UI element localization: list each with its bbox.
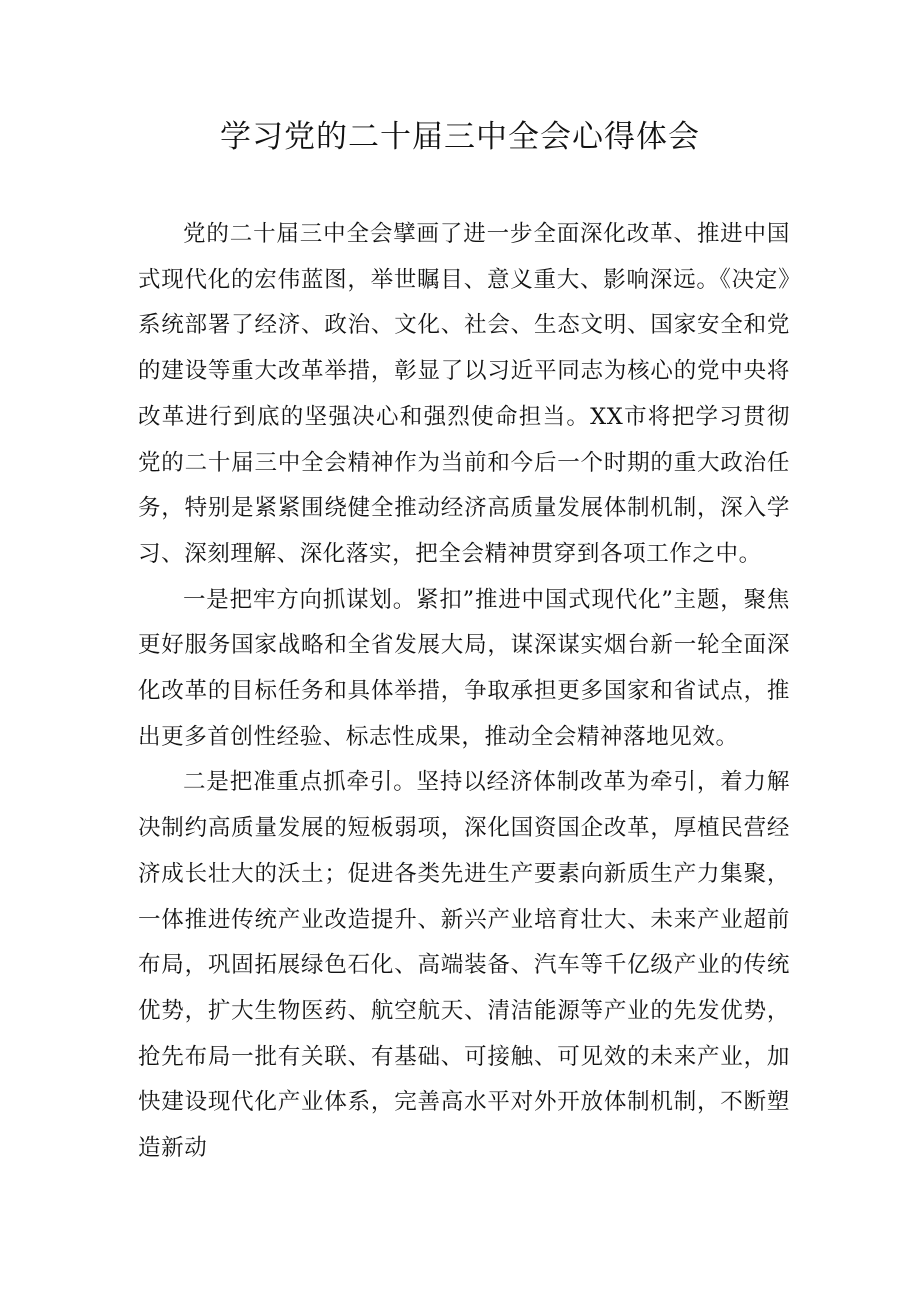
document-body bbox=[138, 212, 790, 1172]
paragraph-priorities: 二是把准重点抓牵引。坚持以经济体制改革为牵引，着力解决制约高质量发展的短板弱项，深化国资国企改革，厚植民营经济成长壮大的沃土；促进各类先进生产要素向新质生产力集聚，一体推进传统产业改造提升、新兴产业培育壮大、未来产业超前布局，巩固拓展绿色石化、高端装备、汽车等千亿级产业的传统优势，扩大生物医药、航空航天、清洁能源等产业的先发优势，抢先布局一批有关联、有基础、可接触、可见效的未来产业，加快建设现代化产业体系，完善高水平对外开放体制机制，不断塑造新动 bbox=[138, 769, 790, 1162]
paragraph-direction: 一是把牢方向抓谋划。紧扣”推进中国式现代化”主题，聚焦更好服务国家战略和全省发展大局，谋深谋实烟台新一轮全面深化改革的目标任务和具体举措，争取承担更多国家和省试点，推出更多首创性经验、标志性成果，推动全会精神落地见效。 bbox=[138, 586, 790, 750]
paragraph-intro: 党的二十届三中全会擘画了进一步全面深化改革、推进中国式现代化的宏伟蓝图，举世瞩目、意义重大、影响深远。《决定》系统部署了经济、政治、文化、社会、生态文明、国家安全和党的建设等重大改革举措，彰显了以习近平同志为核心的党中央将改革进行到底的坚强决心和强烈使命担当。XX市将把学习贯彻党的二十届三中全会精神作为当前和今后一个时期的重大政治任务，特别是紧紧围绕健全推动经济高质量发展体制机制，深入学习、深刻理解、深化落实，把全会精神贯穿到各项工作之中。 bbox=[138, 221, 790, 567]
document-title: 学习党的二十届三中全会心得体会 bbox=[220, 119, 700, 155]
